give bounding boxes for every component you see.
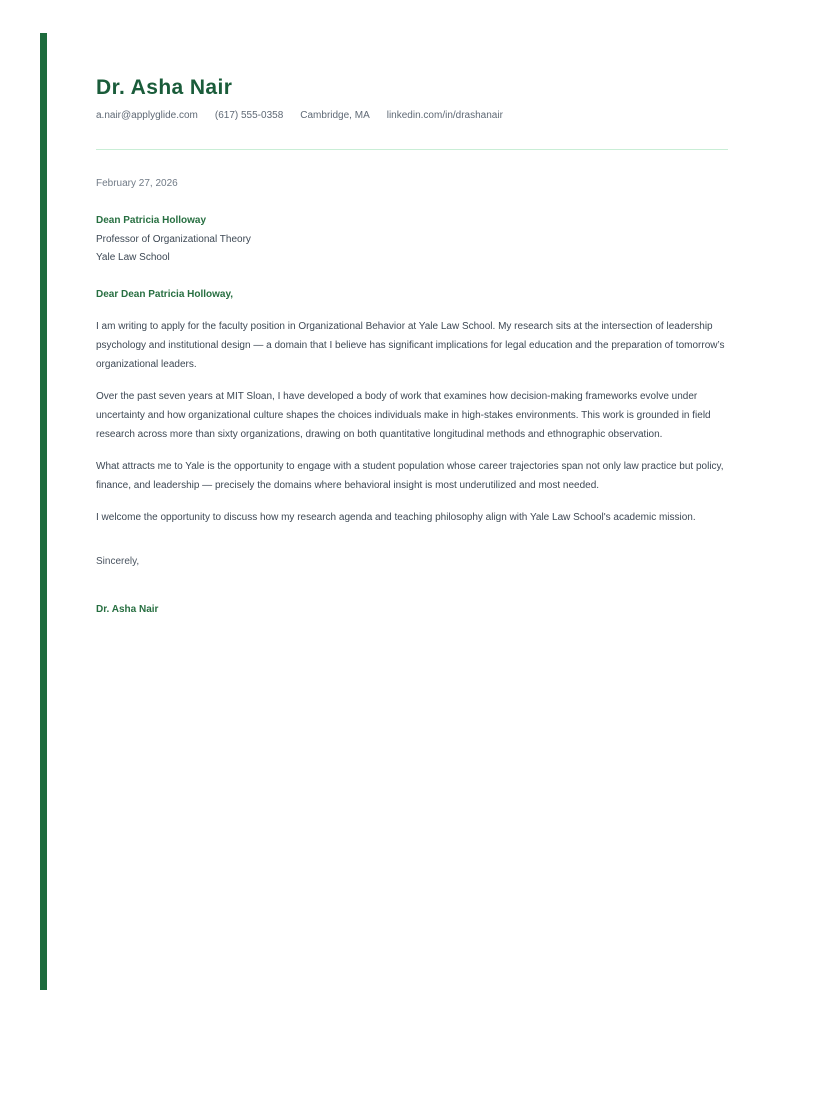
recipient-block <box>96 212 728 268</box>
body-paragraph: Over the past seven years at MIT Sloan, I have developed a body of work that examines how decision-making frameworks evolve under uncertainty and how organizational culture shapes the choices individuals make in high-stakes environments. This work is grounded in field research across more than sixty organizations, drawing on both quantitative longitudinal methods and ethnographic observation. <box>96 390 711 440</box>
contact-email: a.nair@applyglide.com <box>96 110 198 121</box>
letter-body <box>96 317 728 527</box>
salutation: Dear Dean Patricia Holloway, <box>96 288 234 300</box>
body-paragraph: I am writing to apply for the faculty position in Organizational Behavior at Yale Law School. My research sits at the intersection of leadership psychology and institutional design — a domain that I believe has significant implications for legal education and the preparation of tomorrow’s organizational leaders. <box>96 320 725 370</box>
contact-row <box>96 109 728 123</box>
signature-name: Dr. Asha Nair <box>96 603 159 615</box>
closing: Sincerely, <box>96 555 140 567</box>
body-paragraph: I welcome the opportunity to discuss how my research agenda and teaching philosophy align with Yale Law School's academic mission. <box>96 511 696 523</box>
accent-bar <box>40 33 47 990</box>
cover-letter-page <box>96 0 728 619</box>
header-divider <box>96 149 728 150</box>
body-paragraph: What attracts me to Yale is the opportunity to engage with a student population whose career trajectories span not only law practice but policy, finance, and leadership — precisely the domains where behavioral insight is most underutilized and most needed. <box>96 460 724 491</box>
contact-location: Cambridge, MA <box>300 110 370 121</box>
contact-linkedin: linkedin.com/in/drashanair <box>386 110 503 121</box>
recipient-name: Dean Patricia Holloway <box>96 215 207 226</box>
contact-phone: (617) 555-0358 <box>214 110 284 121</box>
letter-date: February 27, 2026 <box>96 178 178 189</box>
recipient-title: Professor of Organizational Theory <box>96 233 251 245</box>
page-title: Dr. Asha Nair <box>96 76 233 99</box>
recipient-organization: Yale Law School <box>96 252 170 264</box>
